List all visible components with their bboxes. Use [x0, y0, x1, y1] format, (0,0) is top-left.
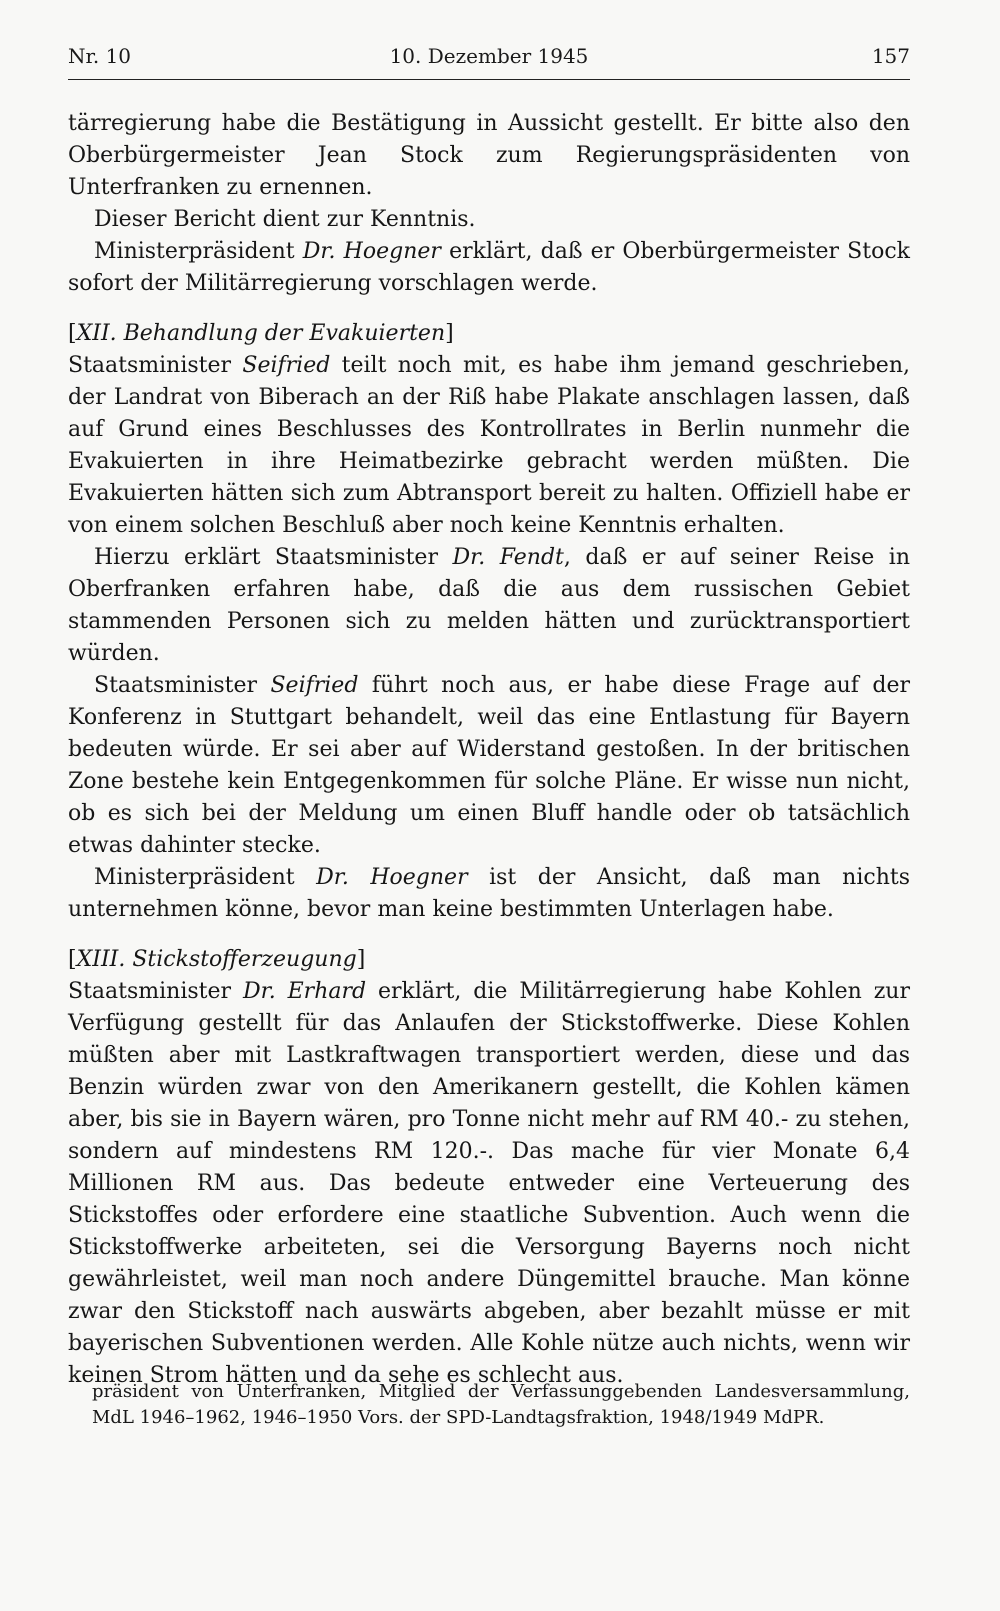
speaker-name: Dr. Erhard — [242, 979, 367, 1004]
bracket: ] — [445, 321, 454, 346]
issue-number: Nr. 10 — [68, 44, 132, 68]
speaker-name: Dr. Hoegner — [302, 239, 441, 264]
paragraph-text: , daß er auf seiner Reise in Oberfranken erfahren habe, daß die aus dem russischen Gebiet stammenden Personen sich zu melden hätten und zurücktransportiert würden. — [68, 545, 911, 666]
paragraph-text: führt noch aus, er habe diese Frage auf der Konferenz in Stuttgart behandelt, weil das eine Entlastung für Bayern bedeuten würde. Er sei aber auf Widerstand gestoßen. In der britischen Zone bestehe kein Entgegenkommen für solche Pläne. Er wisse nun nicht, ob es sich bei der Meldung um einen Bluff handle oder ob tatsächlich etwas dahinter stecke. — [68, 673, 910, 858]
paragraph — [68, 976, 910, 1392]
paragraph-text: ist der Ansicht, daß man nichts unternehmen könne, bevor man keine bestimmten Unterlagen habe. — [68, 865, 910, 922]
paragraph — [68, 670, 910, 862]
section-heading-text: XII. Behandlung der Evakuierten — [76, 321, 446, 346]
paragraph: Dieser Bericht dient zur Kenntnis. — [94, 207, 476, 232]
paragraph — [68, 862, 910, 926]
section-heading-text: XIII. Stickstofferzeugung — [76, 947, 357, 972]
paragraph-text: Staatsminister — [68, 979, 243, 1004]
paragraph-text: Ministerpräsident — [94, 865, 317, 890]
bracket: [ — [68, 947, 77, 972]
speaker-name: Seifried — [270, 673, 359, 698]
session-date: 10. Dezember 1945 — [389, 44, 589, 68]
paragraph-text: erklärt, die Militärregierung habe Kohlen zur Verfügung gestellt für das Anlaufen der Stickstoffwerke. Diese Kohlen müßten aber mit Lastkraftwagen transportiert werden, diese und das Benzin würden zwar von den Amerikanern gestellt, die Kohlen kämen aber, bis sie in Bayern wären, pro Tonne nicht mehr auf RM 40.- zu stehen, sondern auf mindestens RM 120.-. Das mache für vier Monate 6,4 Millionen RM aus. Das bedeute entweder eine Verteuerung des Stickstoffes oder erfordere eine staatliche Subvention. Auch wenn die Stickstoffwerke arbeiteten, sei die Versorgung Bayerns noch nicht gewährleistet, weil man noch andere Düngemittel brauche. Man könne zwar den Stickstoff nach auswärts abgeben, aber bezahlt müsse er mit bayerischen Subventionen werden. Alle Kohle nütze auch nichts, wenn wir keinen Strom hätten und da sehe es schlecht aus. — [68, 979, 910, 1388]
section-heading — [68, 318, 910, 350]
paragraph-text: erklärt, daß er Oberbürgermeister Stock sofort der Militärregierung vorschlagen werde. — [68, 239, 910, 296]
running-header — [68, 44, 910, 80]
footnote-text: präsident von Unterfranken, Mitglied der Verfassunggebenden Landesversammlung, MdL 1946–1962, 1946–1950 Vors. der SPD-Landtagsfraktion, 1948/1949 MdPR. — [92, 1381, 910, 1428]
footnote — [92, 1379, 910, 1431]
paragraph-text: Hierzu erklärt Staatsminister — [94, 545, 453, 570]
speaker-name: Dr. Fendt — [452, 545, 564, 570]
paragraph — [68, 542, 910, 670]
bracket: [ — [68, 321, 77, 346]
paragraph — [68, 350, 910, 542]
paragraph-text: Staatsminister — [94, 673, 271, 698]
section-heading — [68, 944, 910, 976]
paragraph: tärregierung habe die Bestätigung in Aussicht gestellt. Er bitte also den Oberbürgermeister Jean Stock zum Regierungspräsidenten von Unterfranken zu ernennen. — [68, 111, 910, 200]
paragraph-text: Ministerpräsident — [94, 239, 303, 264]
paragraph-text: Staatsminister — [68, 353, 243, 378]
page-number: 157 — [871, 44, 910, 68]
header-rule — [68, 79, 910, 80]
paragraph — [68, 236, 910, 300]
main-text — [68, 108, 910, 1392]
speaker-name: Seifried — [242, 353, 331, 378]
speaker-name: Dr. Hoegner — [316, 865, 468, 890]
bracket: ] — [356, 947, 366, 972]
paragraph-text: teilt noch mit, es habe ihm jemand geschrieben, der Landrat von Biberach an der Riß habe Plakate anschlagen lassen, daß auf Grund eines Beschlusses des Kontrollrates in Berlin nunmehr die Evakuierten in ihre Heimatbezirke gebracht werden müßten. Die Evakuierten hätten sich zum Abtransport bereit zu halten. Offiziell habe er von einem solchen Beschluß aber noch keine Kenntnis erhalten. — [68, 353, 910, 538]
